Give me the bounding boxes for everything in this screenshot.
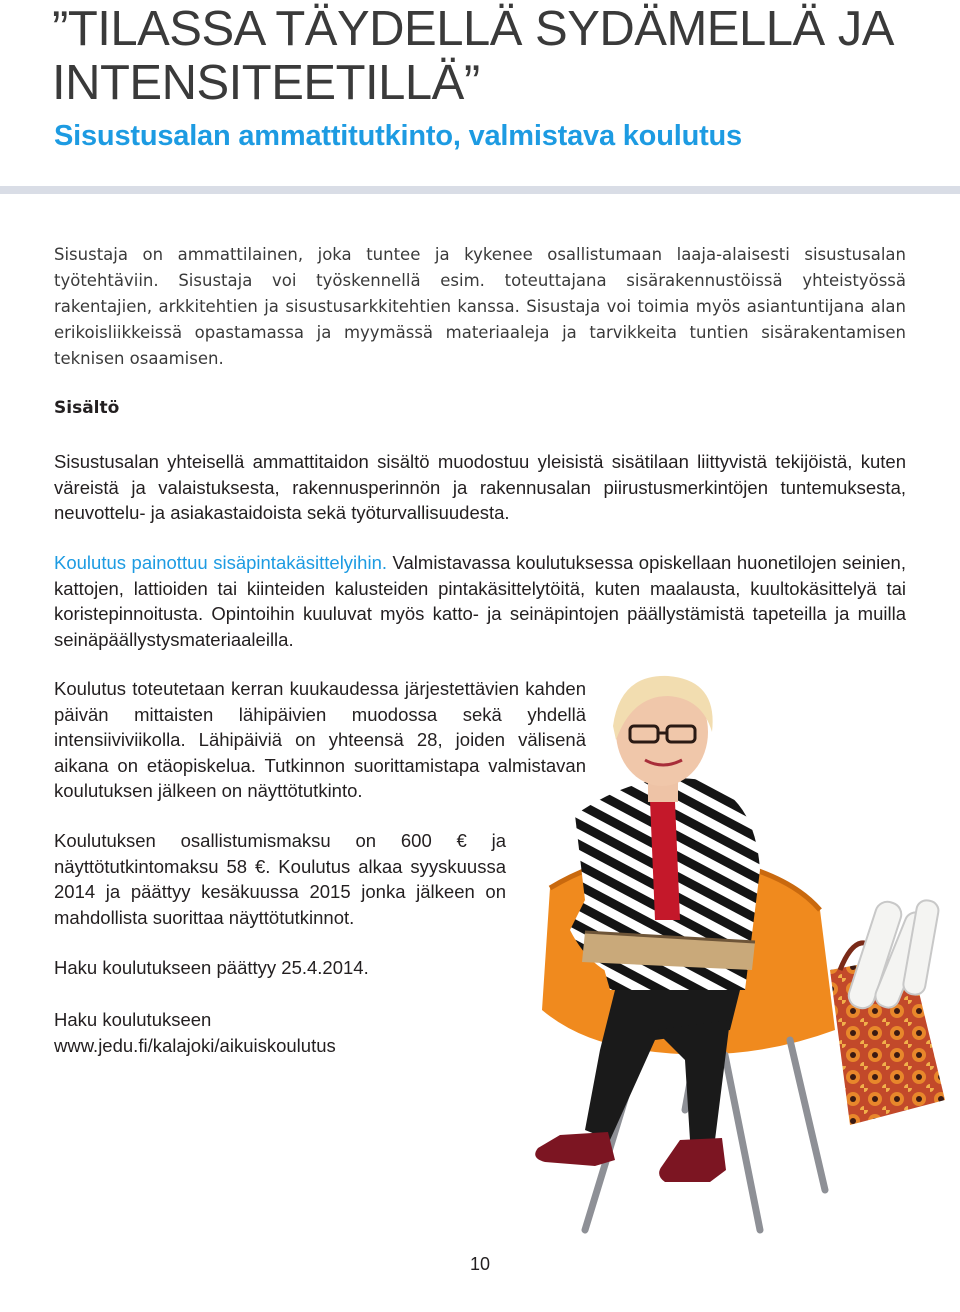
paragraph-lead: Koulutus painottuu sisäpintakäsittelyihin. [54, 552, 387, 573]
application-info [54, 1007, 506, 1058]
application-label: Haku koulutukseen [54, 1009, 212, 1030]
application-deadline: Haku koulutukseen päättyy 25.4.2014. [54, 957, 369, 978]
page-subtitle: Sisustusalan ammattitutkinto, valmistava koulutus [54, 120, 742, 152]
page-number: 10 [470, 1254, 491, 1274]
divider [0, 186, 960, 194]
content-paragraph-4: Koulutuksen osallistumismaksu on 600 € ja näyttötutkintomaksu 58 €. Koulutus alkaa syyskuussa 2014 ja päättyy kesäkuussa 2015 jonka jälkeen on mahdollista suorittaa näyttötutkinnot. [54, 830, 506, 928]
intro-paragraph: Sisustaja on ammattilainen, joka tuntee ja kykenee osallistumaan laaja-alaisesti sisustusalan työtehtäviin. Sisustaja voi työskennellä esim. toteuttajana sisärakennustöissä yhteistyössä rakentajien, arkkitehtien ja sisustusarkkitehtien kanssa. Sisustaja voi toimia myös asiantuntijana alan erikoisliikkeissä opastamassa ja myymässä materiaaleja ja tarvikkeita tuntien sisärakentamisen teknisen osaamisen. [54, 245, 906, 368]
content-paragraph-2 [54, 550, 906, 652]
application-link[interactable]: www.jedu.fi/kalajoki/aikuiskoulutus [54, 1034, 336, 1056]
paragraph-text: Valmistavassa koulutuksessa opiskellaan huonetilojen seinien, kattojen, lattioiden tai kiinteiden kalusteiden pintakäsittelytöitä, kuten maalausta, kuultokäsittelyä tai koristepinnoitusta. Opintoihin kuuluvat myös katto- ja seinäpintojen päällystämistä tapeteilla ja muilla seinäpäällystysmateriaaleilla. [54, 552, 906, 650]
content-paragraph-1: Sisustusalan yhteisellä ammattitaidon sisältö muodostuu yleisistä sisätilaan liittyvistä tekijöistä, kuten väreistä ja valaistuksesta, rakennusperinnön ja rakennusalan piirustusmerkintöjen tuntemuksesta, neuvottelu- ja asiakastaidoista sekä työturvallisuudesta. [54, 451, 906, 523]
portrait-photo [490, 670, 960, 1312]
section-heading: Sisältö [54, 398, 120, 418]
page-title: ”TILASSA TÄYDELLÄ SYDÄMELLÄ JA INTENSITEETILLÄ” [52, 2, 892, 110]
content-paragraph-3: Koulutus toteutetaan kerran kuukaudessa järjestettävien kahden päivän mittaisten lähipäivien muodossa sekä yhdellä intensiiviviikolla. Lähipäiviä on yhteensä 28, joiden välisenä aikana on etäopiskelua. Tutkinnon suorittamistapa valmistavan koulutuksen jälkeen on näyttötutkinto. [54, 678, 586, 801]
